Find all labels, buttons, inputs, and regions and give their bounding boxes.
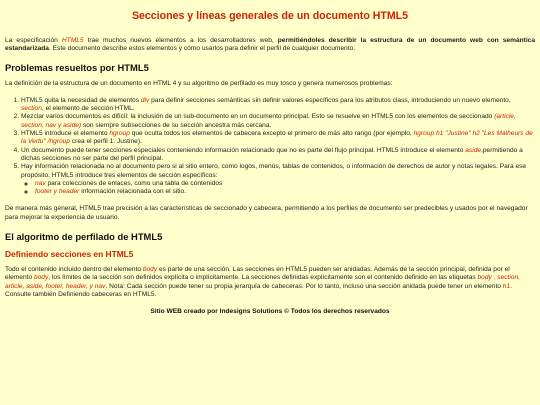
intro-text: trae muchos nuevos elementos a los desarrolladores web,: [83, 37, 278, 44]
list-item: [21, 97, 535, 114]
para-term: body: [142, 266, 158, 274]
para-term: h1: [502, 282, 511, 290]
list-item: [21, 130, 535, 147]
item-text: HTML5 quita la necesidad de elementos: [21, 96, 141, 104]
intro-bold-text: permitiéndoles describir la estructura de un documento web con semántica estandarizada: [5, 37, 536, 53]
intro-html5-term: HTML5: [61, 37, 84, 44]
list-item: [21, 147, 535, 164]
para-text: Todo el contenido incluido dentro del elemento: [5, 266, 143, 274]
problems-summary: De manera más general, HTML5 trae precisión a las características de seccionado y cabecera, permitiendo a los perfiles de documento ser predecibles y usados por el navegador para mejorar la experiencia de usuario.: [5, 205, 528, 221]
item-text: para definir secciones semánticas sin definir valores específicos para los atributos class, introduciendo un nuevo elemento,: [149, 96, 511, 104]
item-text: Mezclar varios documentos es difícil: la inclusión de un sub-documento en un documento principal. Esto se resuelve en HTML5 con los elementos de seccionado: [21, 113, 495, 121]
item-text: información relacionada con el sitio.: [79, 188, 187, 196]
item-text: para colecciones de enlaces, como una tabla de contenidos: [45, 179, 223, 187]
item-term: footer y header: [35, 188, 80, 196]
sub-list-item: [35, 188, 535, 196]
item-term: hgroup h1 "Justine" h2 "Les Malheurs de la Vertu" /hgroup: [21, 130, 533, 146]
subsection-heading-defining: Definiendo secciones en HTML5: [5, 249, 134, 260]
para-term: body: [33, 274, 49, 282]
item-text: , el elemento de sección HTML.: [41, 105, 135, 113]
site-footer: Sitio WEB creado por Indesigns Solutions © Todos los derechos reservados: [150, 308, 390, 316]
section-heading-algorithm: El algoritmo de perfilado de HTML5: [5, 231, 163, 243]
para-text: . Nota: Cada sección puede tener su propia jerarquía de cabeceras. Por lo tanto, incluso una sección anidada puede tener un elemento: [105, 282, 503, 290]
page-title: Secciones y líneas generales de un documento HTML5: [131, 10, 409, 22]
para-text: , los límites de la sección son definidos explícita o implícitamente. La secciones definidas explícitamente son el contenido definido en las etiquetas: [48, 274, 478, 282]
item-term: (article, section, nav y aside): [21, 113, 516, 129]
para-text: es parte de una sección. Las secciones en HTML5 pueden ser anidadas. Además de la sección principal, definida por el elemento: [5, 266, 510, 282]
item-text: Un documento puede tener secciones especiales conteniendo información relacionado que no es parte del flujo principal. HTML5 introduce el elemento: [21, 146, 466, 154]
intro-paragraph: [5, 37, 535, 54]
problems-intro: La definición de la estructura de un documento en HTML 4 y su algoritmo de perfilado es muy tosco y genera numerosos problemas:: [5, 79, 393, 87]
problems-list: [5, 97, 535, 197]
list-item: [21, 113, 535, 130]
para-text: . Consulte también Definiendo cabeceras en HTML5.: [5, 282, 512, 298]
defining-paragraph: [5, 266, 535, 299]
sub-list-item: [35, 180, 535, 188]
section-heading-problems: Problemas resueltos por HTML5: [5, 61, 149, 73]
intro-text: La especificación: [5, 37, 62, 44]
item-term: hgroup: [109, 130, 130, 138]
page: [0, 10, 540, 317]
item-text: HTML5 introduce el elemento: [21, 130, 110, 138]
item-text: que oculta todos los elementos de cabecera excepto el primero de más alto rango (por ejemplo,: [129, 130, 414, 138]
sub-list: [21, 180, 535, 197]
item-term: div: [140, 96, 150, 104]
para-term: body , section, article, aside, footer, header, y nav: [5, 274, 521, 290]
item-term: nav: [35, 179, 46, 187]
item-text: ,permitiendo a dichas secciones no ser parte del perfil principal.: [21, 146, 523, 162]
item-text: crea el perfil 1. Justine).: [70, 138, 142, 146]
item-term: section: [21, 105, 42, 113]
item-term: aside: [465, 146, 482, 154]
item-text: Hay información relacionada no al documento pero si al sitio entero, como logos, menús, tablas de contenidos, o información de derechos de autor y notas legales. Para ese propósito, HTML5 introduce tres elementos de sección específicos:: [21, 163, 527, 179]
list-item: [21, 163, 535, 196]
item-text: son siempre subsecciones de su sección ancestra más cercana.: [81, 121, 272, 129]
intro-text: . Este documento describe estos elementos y cómo usarlos para definir el perfil de cualquier documento.: [48, 45, 356, 53]
